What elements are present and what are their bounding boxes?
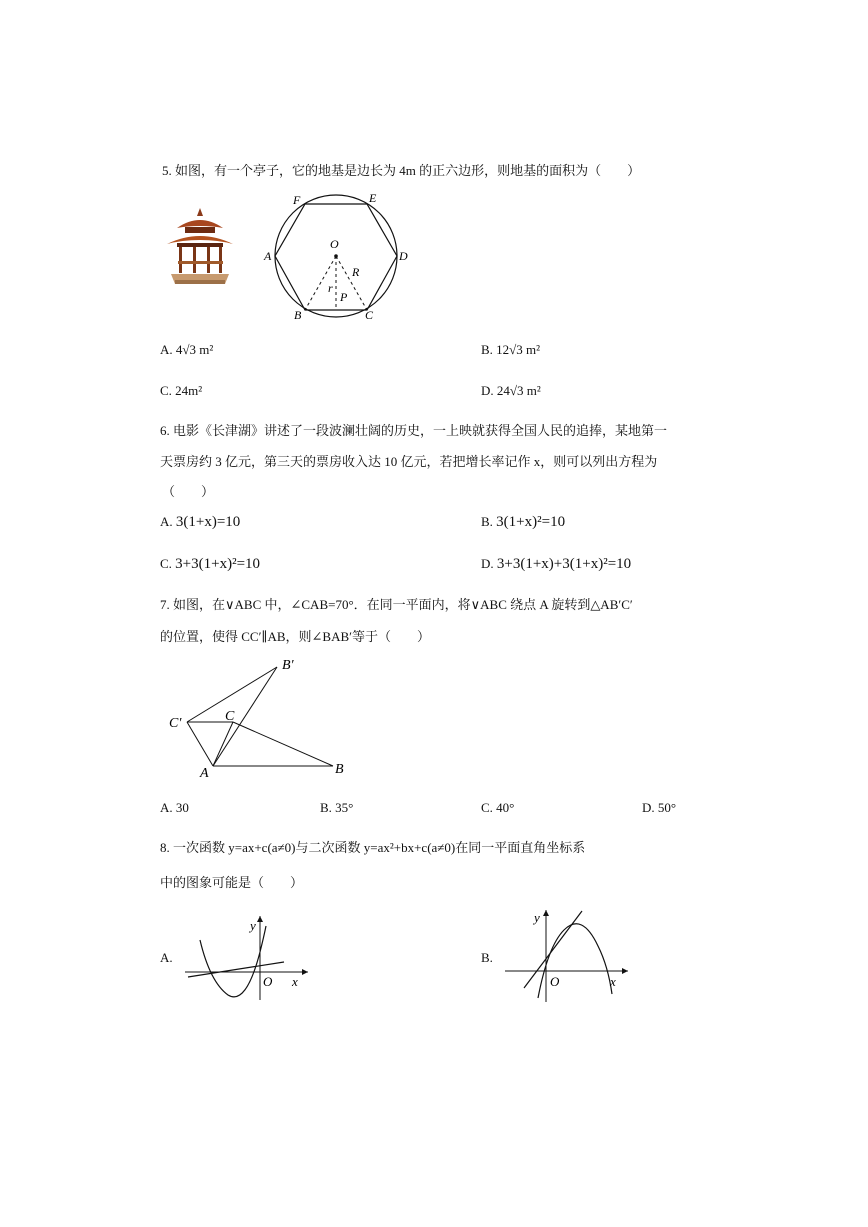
label-A: A — [264, 249, 272, 263]
option-letter: B. — [481, 342, 493, 357]
option-letter: C. — [481, 800, 493, 815]
option-value: 30 — [175, 800, 189, 815]
option-value: 3+3(1+x)+3(1+x)²=10 — [496, 556, 632, 572]
option-value: 3+3(1+x)²=10 — [175, 556, 261, 572]
label-B: B — [335, 762, 344, 777]
label-A: A — [200, 766, 209, 780]
label-R: R — [352, 265, 360, 279]
option-value: 3(1+x)²=10 — [496, 514, 566, 530]
axis-x-label: x — [292, 974, 298, 989]
label-E: E — [369, 191, 377, 205]
q7-option-c[interactable] — [481, 800, 514, 816]
option-value: 40° — [496, 800, 515, 815]
option-letter: B. — [481, 514, 493, 529]
q8-graph-a[interactable] — [180, 912, 315, 1002]
axis-y-label: y — [250, 918, 256, 933]
q7-option-b[interactable] — [320, 800, 353, 816]
option-letter: A. — [160, 514, 173, 529]
option-letter: A. — [160, 342, 173, 357]
q5-option-c[interactable] — [160, 383, 202, 399]
q6-option-a[interactable] — [160, 514, 240, 531]
q6-stem-line2: 天票房约 3 亿元，第三天的票房收入达 10 亿元，若把增长率记作 x，则可以列出方程为 — [160, 454, 658, 469]
label-C-prime: C′ — [169, 716, 182, 731]
q6-stem-line3: （ ） — [162, 484, 215, 499]
q6-stem-line1: 6. 电影《长津湖》讲述了一段波澜壮阔的历史，一上映就获得全国人民的追捧，某地第一 — [160, 423, 668, 438]
pavilion-image — [163, 206, 237, 288]
q5-option-b[interactable] — [481, 342, 540, 358]
label-O: O — [330, 237, 339, 251]
option-letter: D. — [481, 383, 494, 398]
q5-option-d[interactable] — [481, 383, 541, 399]
option-value: 24m² — [175, 383, 203, 398]
q8-stem-line1: 8. 一次函数 y=ax+c(a≠0)与二次函数 y=ax²+bx+c(a≠0)在同一平面直角坐标系 — [160, 840, 586, 855]
q6-option-b[interactable] — [481, 514, 565, 531]
label-r: r — [328, 281, 333, 295]
q7-option-d[interactable] — [642, 800, 676, 816]
label-D: D — [399, 249, 408, 263]
q8-graph-b[interactable] — [500, 906, 635, 1006]
label-P: P — [340, 290, 348, 304]
option-letter: C. — [160, 383, 172, 398]
axis-x-label: x — [610, 974, 616, 989]
option-letter: B. — [320, 800, 332, 815]
q5-stem: 5. 如图，有一个亭子，它的地基是边长为 4m 的正六边形，则地基的面积为（ ） — [162, 163, 641, 178]
option-value: 35° — [335, 800, 354, 815]
option-letter: A. — [160, 800, 173, 815]
origin-label: O — [263, 974, 273, 989]
q5-option-a[interactable] — [160, 342, 213, 358]
label-B: B — [294, 308, 302, 322]
label-C: C — [365, 308, 374, 322]
label-B-prime: B′ — [282, 658, 294, 673]
option-letter: D. — [481, 556, 494, 571]
option-value: 50° — [657, 800, 677, 815]
rotation-figure — [165, 655, 365, 780]
option-letter: D. — [642, 800, 655, 815]
option-letter: C. — [160, 556, 172, 571]
option-value: 3(1+x)=10 — [175, 514, 241, 530]
q7-option-a[interactable] — [160, 800, 189, 816]
q8-option-a-letter[interactable]: A. — [160, 950, 173, 965]
option-value: 4√3 m² — [175, 342, 214, 357]
q7-stem-line2: 的位置，使得 CC′∥AB，则∠BAB′等于（ ） — [160, 629, 430, 644]
option-value: 24√3 m² — [496, 383, 541, 398]
hexagon-figure — [260, 188, 420, 323]
option-value: 12√3 m² — [496, 342, 541, 357]
q8-stem-line2: 中的图象可能是（ ） — [160, 875, 304, 890]
q6-option-c[interactable] — [160, 556, 260, 573]
label-C: C — [225, 709, 235, 724]
axis-y-label: y — [534, 910, 540, 925]
q7-stem-line1: 7. 如图，在∨ABC 中，∠CAB=70°．在同一平面内，将∨ABC 绕点 A 旋转到△AB′C′ — [160, 597, 633, 612]
origin-label: O — [550, 974, 560, 989]
label-F: F — [293, 193, 301, 207]
q6-option-d[interactable] — [481, 556, 631, 573]
q8-option-b-letter[interactable]: B. — [481, 950, 493, 965]
